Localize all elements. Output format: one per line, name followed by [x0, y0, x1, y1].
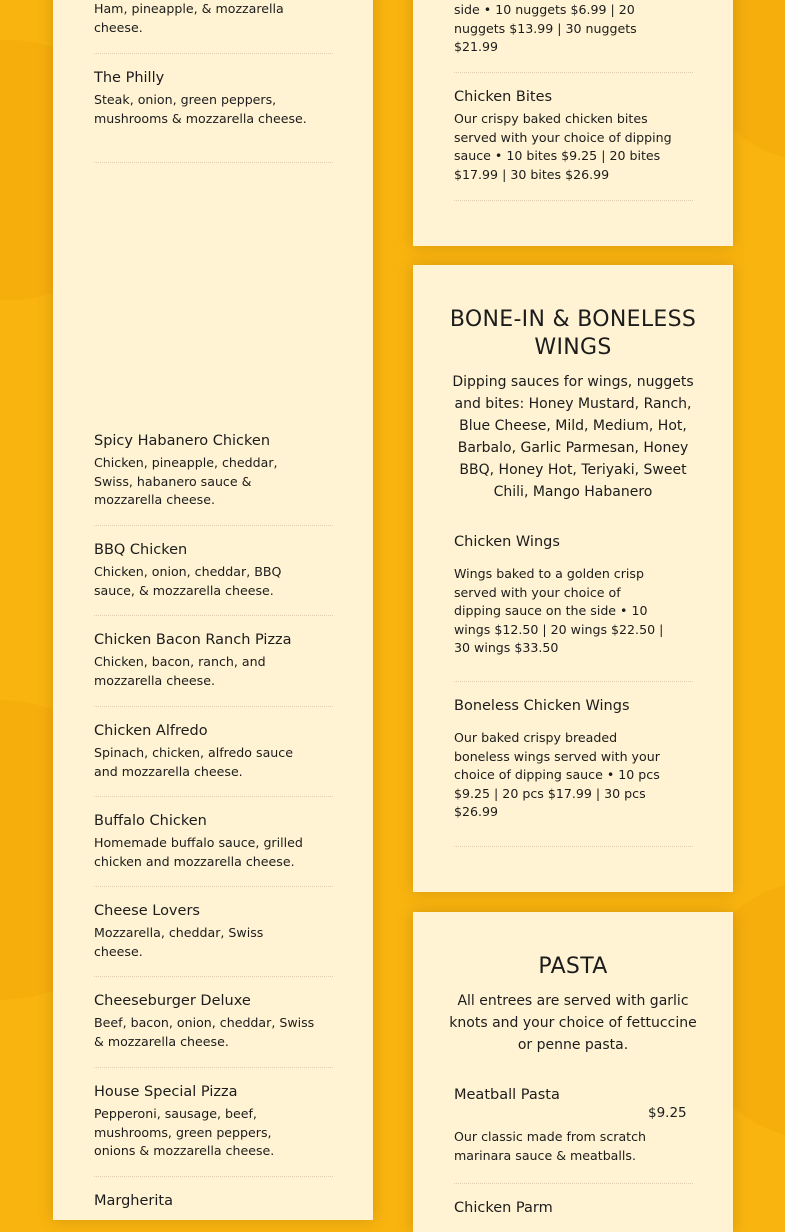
menu-item-name: Chicken Bacon Ranch Pizza	[94, 632, 292, 648]
menu-item-description: Chicken, bacon, ranch, and mozzarella cheese.	[94, 654, 266, 688]
menu-item-description: Chicken, pineapple, cheddar, Swiss, habanero sauce & mozzarella cheese.	[94, 455, 278, 508]
separator	[454, 681, 693, 682]
menu-item	[94, 631, 334, 690]
menu-item	[94, 722, 334, 781]
menu-item-description: Steak, onion, green peppers, mushrooms & mozzarella cheese.	[94, 92, 307, 126]
menu-item	[94, 69, 334, 128]
menu-item-description: Our baked crispy breaded boneless wings served with your choice of dipping sauce • 10 pcs $9.25 | 20 pcs $17.99 | 30 pcs $26.99	[454, 730, 660, 820]
menu-item	[94, 541, 334, 600]
menu-item-description: Our classic made from scratch marinara sauce & meatballs.	[454, 1129, 647, 1163]
pasta-menu-card	[413, 912, 733, 1232]
menu-item-name: Cheese Lovers	[94, 903, 200, 919]
separator	[94, 162, 333, 163]
separator	[94, 53, 333, 54]
section-description: All entrees are served with garlic knots and your choice of fettuccine or penne pasta.	[449, 993, 697, 1053]
menu-item-name: Chicken Wings	[454, 534, 560, 550]
section-description: Dipping sauces for wings, nuggets and bites: Honey Mustard, Ranch, Blue Cheese, Mild, Medium, Hot, Barbalo, Garlic Parmesan, Honey BBQ, Honey Hot, Teriyaki, Sweet Chili, Mango Habanero	[452, 374, 694, 500]
menu-item	[454, 1199, 694, 1217]
menu-item-description: Pepperoni, sausage, beef, mushrooms, green peppers, onions & mozzarella cheese.	[94, 1106, 275, 1159]
separator	[94, 615, 333, 616]
menu-item	[454, 1, 694, 57]
menu-item-description: Ham, pineapple, & mozzarella cheese.	[94, 1, 284, 35]
menu-item	[94, 902, 334, 961]
separator	[94, 525, 333, 526]
menu-item-name: Spicy Habanero Chicken	[94, 433, 271, 449]
menu-item-name: BBQ Chicken	[94, 542, 188, 558]
menu-item	[454, 697, 694, 822]
menu-item	[94, 992, 334, 1051]
section-title: PASTA	[538, 954, 608, 979]
separator	[94, 706, 333, 707]
section-title: BONE-IN & BONELESS WINGS	[449, 307, 697, 360]
menu-item	[454, 88, 694, 184]
menu-item-price: $9.25	[648, 1105, 687, 1121]
separator	[454, 200, 693, 201]
menu-item-description: Wings baked to a golden crisp served with your choice of dipping sauce on the side • 10 wings $12.50 | 20 wings $22.50 | 30 wings $33.50	[454, 566, 664, 656]
menu-item-description: Mozzarella, cheddar, Swiss cheese.	[94, 925, 264, 959]
menu-item-name: The Philly	[94, 70, 165, 86]
menu-item	[94, 0, 334, 37]
menu-item-name: Chicken Bites	[454, 89, 553, 105]
menu-item-name: Margherita	[94, 1193, 173, 1209]
separator	[454, 72, 693, 73]
menu-item	[94, 1192, 334, 1210]
menu-item-description: Chicken, onion, cheddar, BBQ sauce, & mozzarella cheese.	[94, 564, 282, 598]
menu-item-name: Buffalo Chicken	[94, 813, 207, 829]
menu-item-name: Chicken Parm	[454, 1200, 553, 1216]
separator	[94, 886, 333, 887]
menu-item-description: Beef, bacon, onion, cheddar, Swiss & mozzarella cheese.	[94, 1015, 315, 1049]
separator	[454, 846, 693, 847]
separator	[94, 1176, 333, 1177]
menu-item-name: Boneless Chicken Wings	[454, 698, 630, 714]
menu-item	[94, 1083, 334, 1161]
menu-item	[454, 1086, 694, 1165]
separator	[94, 796, 333, 797]
pizza-menu-card	[53, 0, 373, 1220]
separator	[454, 1183, 693, 1184]
wings-menu-card	[413, 265, 733, 892]
menu-item	[454, 533, 694, 658]
menu-item	[94, 432, 334, 510]
menu-item-description: Our crispy baked chicken bites served with your choice of dipping sauce • 10 bites $9.25 | 20 bites $17.99 | 30 bites $26.99	[454, 111, 672, 182]
chicken-menu-card	[413, 0, 733, 246]
menu-item-description: Spinach, chicken, alfredo sauce and mozzarella cheese.	[94, 745, 293, 779]
menu-item-description: side • 10 nuggets $6.99 | 20 nuggets $13.99 | 30 nuggets $21.99	[454, 2, 637, 55]
separator	[94, 1067, 333, 1068]
menu-item	[94, 812, 334, 871]
menu-item-name: Meatball Pasta	[454, 1087, 560, 1103]
menu-item-name: Chicken Alfredo	[94, 723, 208, 739]
separator	[94, 976, 333, 977]
menu-item-name: Cheeseburger Deluxe	[94, 993, 251, 1009]
menu-item-description: Homemade buffalo sauce, grilled chicken and mozzarella cheese.	[94, 835, 303, 869]
menu-item-name: House Special Pizza	[94, 1084, 238, 1100]
